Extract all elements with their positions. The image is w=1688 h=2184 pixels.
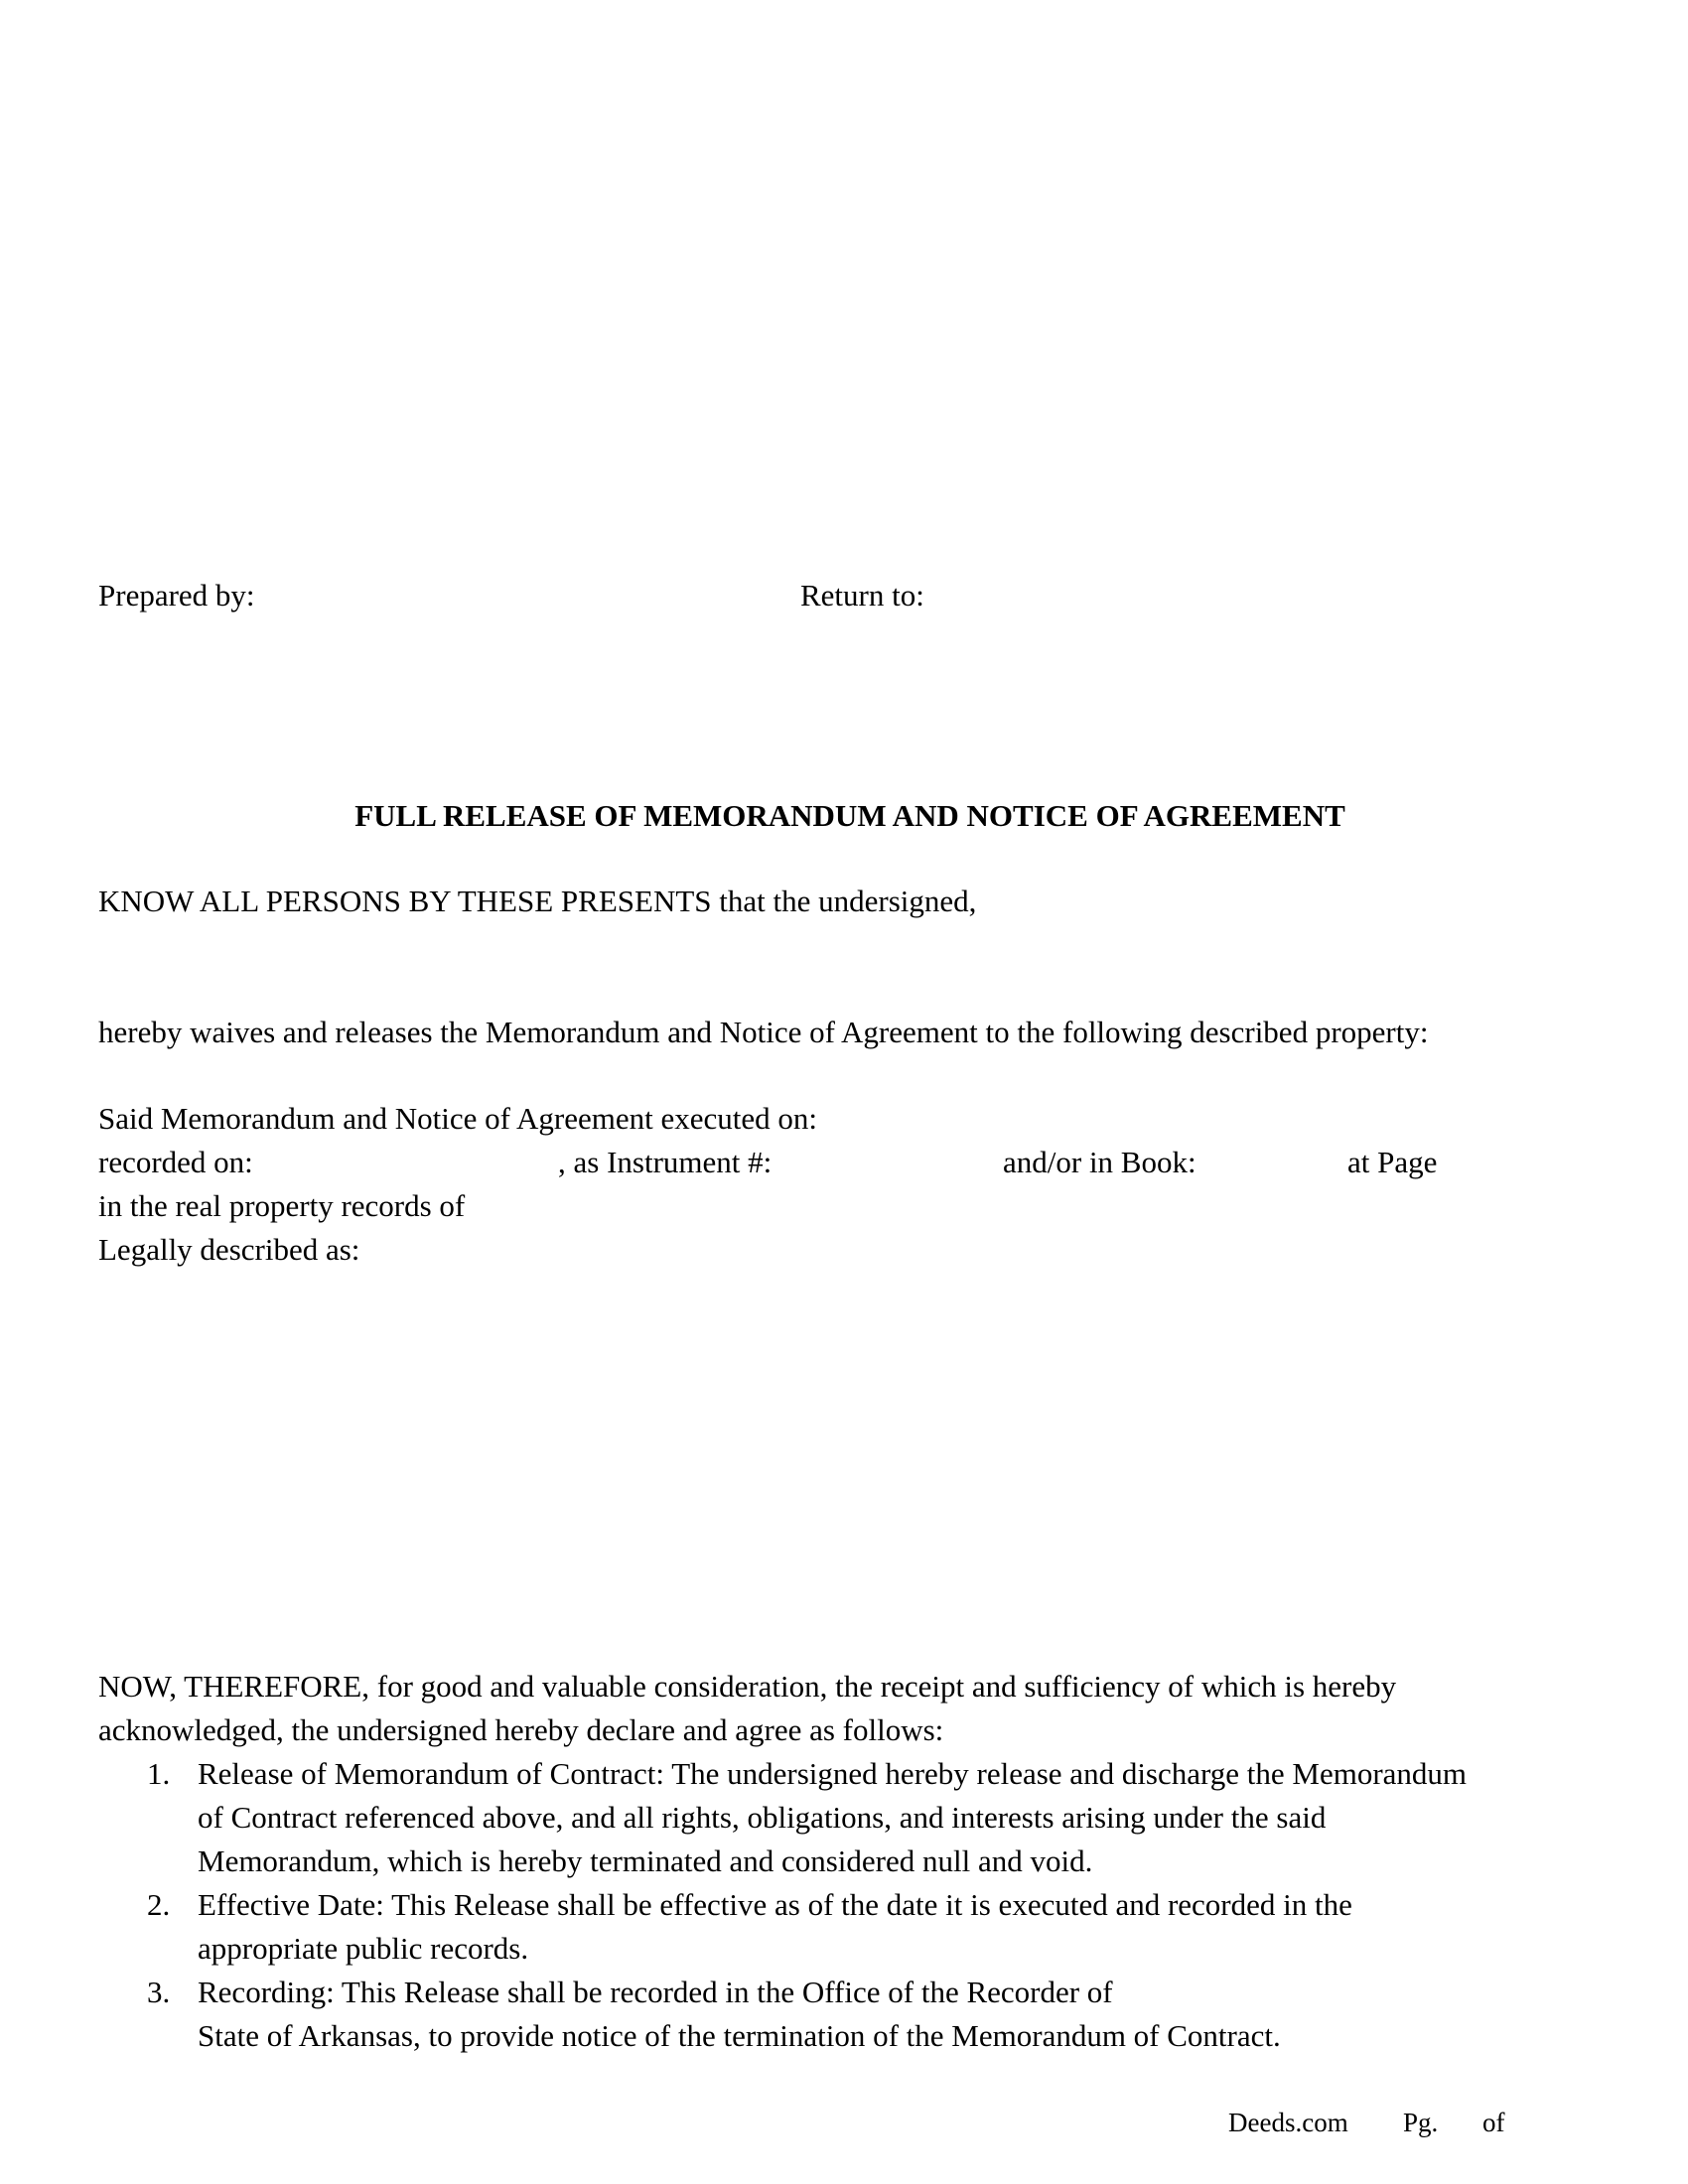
- book-label: and/or in Book:: [1003, 1145, 1196, 1179]
- list-item-number: 2.: [147, 1887, 171, 1922]
- prepared-by-label: Prepared by:: [98, 578, 255, 613]
- recorded-on-label: recorded on:: [98, 1145, 253, 1179]
- list-item-number: 1.: [147, 1756, 171, 1791]
- return-to-label: Return to:: [800, 578, 924, 613]
- footer-page-label: Pg.: [1403, 2108, 1439, 2137]
- list-item-line: of Contract referenced above, and all rights, obligations, and interests arising under the said: [198, 1800, 1327, 1835]
- page-label: at Page: [1347, 1145, 1438, 1179]
- consideration-line-2: acknowledged, the undersigned hereby declare and agree as follows:: [98, 1712, 944, 1747]
- list-item-line: Effective Date: This Release shall be effective as of the date it is executed and recorded in the: [198, 1887, 1352, 1922]
- footer-site: Deeds.com: [1228, 2108, 1348, 2137]
- list-item-line: Memorandum, which is hereby terminated and considered null and void.: [198, 1843, 1093, 1878]
- document-title: FULL RELEASE OF MEMORANDUM AND NOTICE OF AGREEMENT: [354, 798, 1345, 833]
- executed-on-label: Said Memorandum and Notice of Agreement executed on:: [98, 1101, 817, 1136]
- records-of-label: in the real property records of: [98, 1188, 466, 1223]
- instrument-label: , as Instrument #:: [558, 1145, 773, 1179]
- list-item-number: 3.: [147, 1975, 171, 2009]
- consideration-line-1: NOW, THEREFORE, for good and valuable consideration, the receipt and sufficiency of which is hereby: [98, 1669, 1397, 1704]
- list-item-line: appropriate public records.: [198, 1931, 529, 1966]
- intro-paragraph: KNOW ALL PERSONS BY THESE PRESENTS that the undersigned,: [98, 884, 977, 918]
- waiver-paragraph: hereby waives and releases the Memorandum and Notice of Agreement to the following described property:: [98, 1015, 1429, 1049]
- footer-of-label: of: [1482, 2108, 1505, 2137]
- legal-description-label: Legally described as:: [98, 1232, 360, 1267]
- list-item-line: State of Arkansas, to provide notice of the termination of the Memorandum of Contract.: [198, 2018, 1281, 2053]
- list-item-line: Release of Memorandum of Contract: The undersigned hereby release and discharge the Memorandum: [198, 1756, 1468, 1791]
- list-item-line: Recording: This Release shall be recorded in the Office of the Recorder of: [198, 1975, 1113, 2009]
